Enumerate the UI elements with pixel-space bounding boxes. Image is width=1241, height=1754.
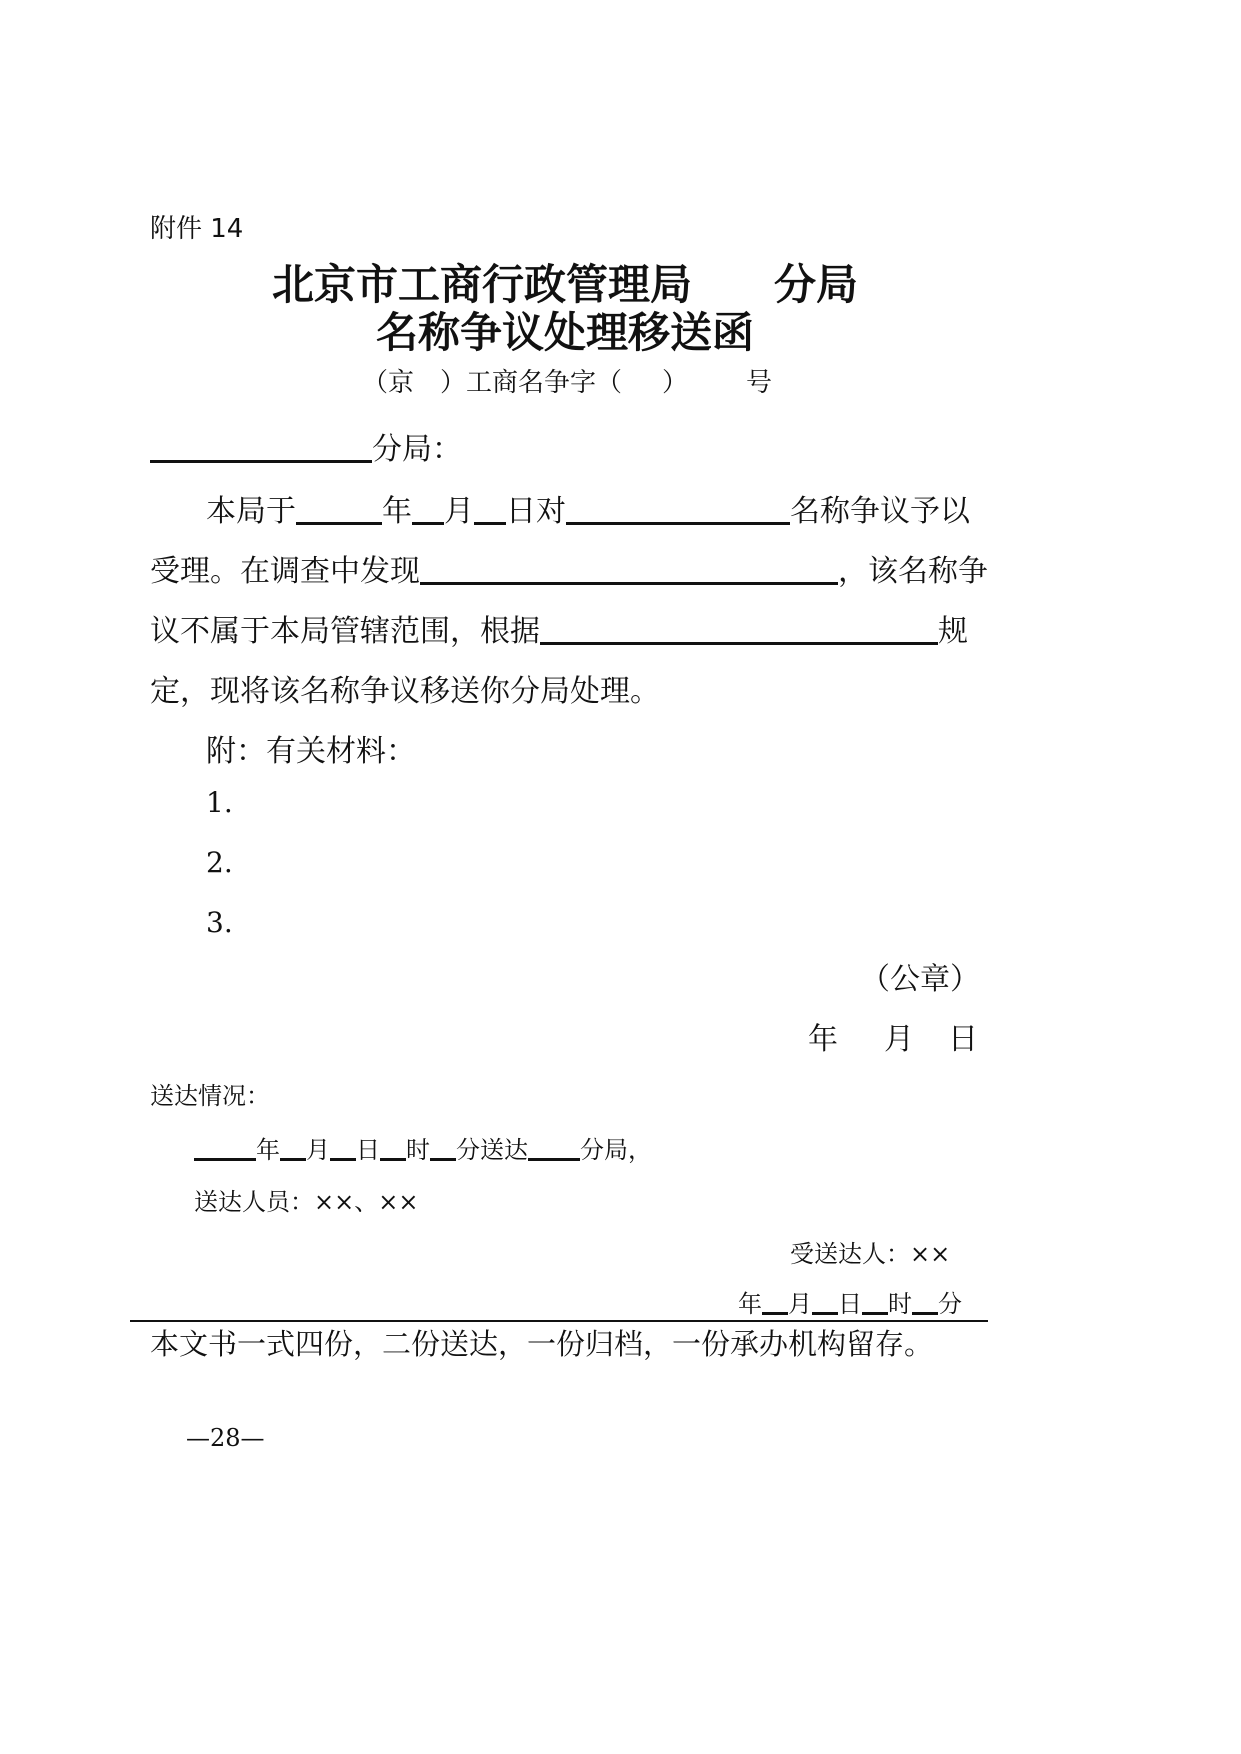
body-text: 议不属于本局管辖范围，根据 bbox=[150, 614, 540, 649]
sign-date bbox=[808, 1014, 978, 1058]
doc-number-prefix: （京 bbox=[362, 368, 415, 398]
body-line-4: 定，现将该名称争议移送你分局处理。 bbox=[150, 674, 660, 709]
sign-year: 年 bbox=[808, 1022, 838, 1057]
blank-delivery-branch bbox=[528, 1134, 580, 1161]
body-text: 日对 bbox=[506, 494, 566, 529]
body-text: 月 bbox=[444, 494, 474, 529]
blank-name bbox=[566, 492, 790, 525]
body-line-2 bbox=[150, 546, 988, 590]
attachment-label: 附件 14 bbox=[150, 214, 244, 244]
delivery-staff: 送达人员：××、×× bbox=[194, 1188, 419, 1216]
attachment-item: 1. bbox=[206, 786, 233, 819]
delivery-text: 分局， bbox=[580, 1136, 652, 1164]
doc-number-close: ） bbox=[662, 368, 689, 398]
blank-recv-day bbox=[812, 1288, 838, 1315]
recipient-line bbox=[150, 424, 462, 468]
body-text: 规 bbox=[938, 614, 968, 649]
body-text: 受理。在调查中发现 bbox=[150, 554, 420, 589]
body-line-3 bbox=[150, 606, 968, 650]
delivery-text: 时 bbox=[406, 1136, 430, 1164]
blank-finding bbox=[420, 552, 838, 585]
blank-regulation bbox=[540, 612, 938, 645]
delivery-text: 分送达 bbox=[456, 1136, 528, 1164]
delivery-text: 月 bbox=[788, 1290, 812, 1318]
delivery-text: 分 bbox=[938, 1290, 962, 1318]
attachment-item: 3. bbox=[206, 906, 233, 939]
seal-label: （公章） bbox=[860, 962, 980, 997]
doc-number bbox=[362, 362, 772, 399]
delivery-text: 日 bbox=[356, 1136, 380, 1164]
title-branch: 分局 bbox=[774, 260, 859, 309]
blank-recv-hour bbox=[862, 1288, 888, 1315]
body-text: 名称争议予以 bbox=[790, 494, 970, 529]
attachment-item: 2. bbox=[206, 846, 233, 879]
receive-time-line bbox=[738, 1284, 962, 1319]
body-text: 本局于 bbox=[206, 494, 296, 529]
body-text: ，该名称争 bbox=[838, 554, 988, 589]
recipient-suffix: 分局： bbox=[372, 432, 462, 467]
delivery-heading: 送达情况： bbox=[150, 1082, 270, 1110]
blank-year bbox=[296, 492, 382, 525]
delivery-text: 月 bbox=[306, 1136, 330, 1164]
delivery-text: 年 bbox=[256, 1136, 280, 1164]
attachments-heading: 附：有关材料： bbox=[206, 734, 416, 769]
body-line-1 bbox=[206, 486, 970, 530]
doc-number-suffix: 号 bbox=[746, 368, 773, 398]
doc-number-middle: ）工商名争字（ bbox=[440, 368, 623, 398]
delivery-text: 年 bbox=[738, 1290, 762, 1318]
blank-delivery-year bbox=[194, 1134, 256, 1161]
delivery-text: 日 bbox=[838, 1290, 862, 1318]
delivery-time-line bbox=[194, 1130, 652, 1165]
blank-delivery-hour bbox=[380, 1134, 406, 1161]
blank-delivery-month bbox=[280, 1134, 306, 1161]
blank-month bbox=[412, 492, 444, 525]
blank-recv-month bbox=[762, 1288, 788, 1315]
title-bureau: 北京市工商行政管理局 bbox=[272, 260, 693, 309]
blank-delivery-minute bbox=[430, 1134, 456, 1161]
body-text: 年 bbox=[382, 494, 412, 529]
blank-recv-minute bbox=[912, 1288, 938, 1315]
delivery-receiver: 受送达人：×× bbox=[790, 1240, 951, 1268]
title-line-2: 名称争议处理移送函 bbox=[376, 308, 755, 357]
blank-day bbox=[474, 492, 506, 525]
blank-delivery-day bbox=[330, 1134, 356, 1161]
sign-day: 日 bbox=[948, 1022, 978, 1057]
page-number: —28— bbox=[186, 1424, 265, 1452]
sign-month: 月 bbox=[884, 1022, 914, 1057]
footer-note: 本文书一式四份，二份送达，一份归档，一份承办机构留存。 bbox=[150, 1327, 934, 1361]
recipient-blank bbox=[150, 430, 372, 463]
delivery-text: 时 bbox=[888, 1290, 912, 1318]
